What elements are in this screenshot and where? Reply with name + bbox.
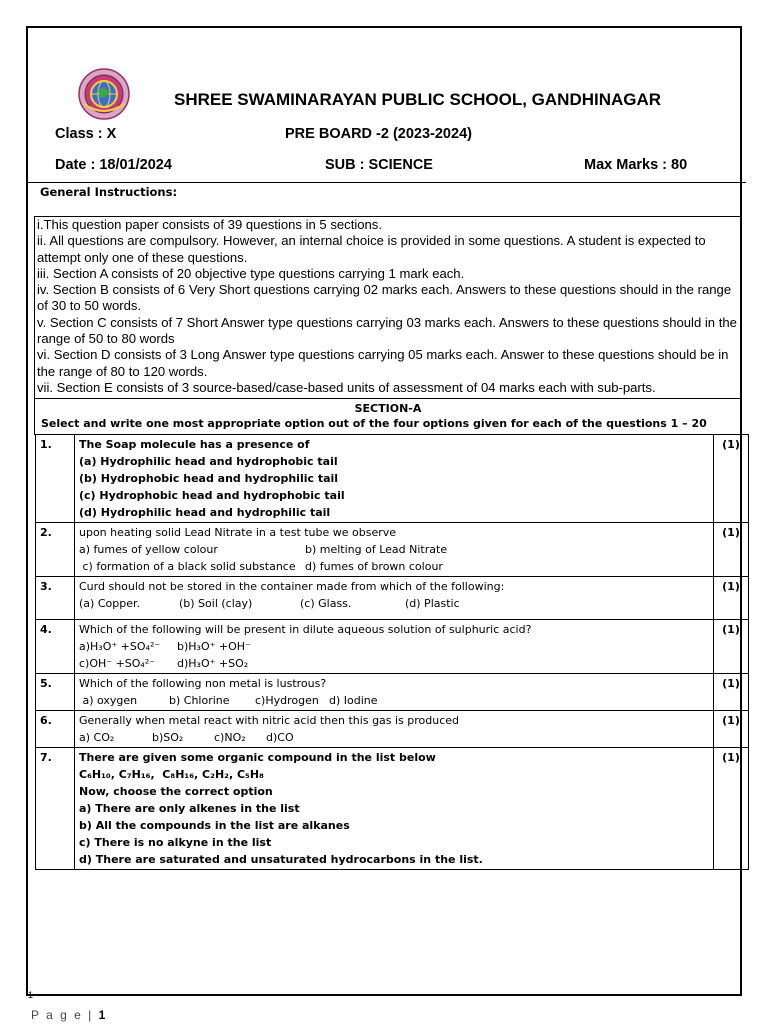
option-d: (d) Hydrophilic head and hydrophilic tail [79, 506, 331, 519]
instruction-item: ii. All questions are compulsory. However, an internal choice is provided in some questions. A student is expected to attempt only one of these questions. [37, 233, 706, 265]
question-row [36, 711, 749, 748]
question-number: 7. [36, 748, 75, 870]
questions-table [35, 434, 749, 870]
exam-title: PRE BOARD -2 (2023-2024) [285, 126, 472, 142]
option-b: b)H₃O⁺ +OH⁻ [177, 640, 251, 653]
question-row [36, 523, 749, 577]
option-b: b) Chlorine [169, 694, 230, 707]
option-a: a) fumes of yellow colour [79, 543, 218, 556]
question-text: The Soap molecule has a presence of [79, 438, 310, 451]
school-emblem-icon [78, 68, 130, 120]
question-marks: (1) [714, 523, 749, 577]
exam-date: Date : 18/01/2024 [55, 157, 172, 173]
option-d: (d) Plastic [405, 597, 460, 610]
option-b: (b) Hydrophobic head and hydrophilic tail [79, 472, 339, 485]
question-row [36, 577, 749, 620]
school-name: SHREE SWAMINARAYAN PUBLIC SCHOOL, GANDHINAGAR [174, 90, 662, 109]
question-number: 5. [36, 674, 75, 711]
page-footer: P a g e | 1 [31, 1008, 106, 1022]
question-body [75, 711, 714, 748]
question-body [75, 577, 714, 620]
instruction-item: vi. Section D consists of 3 Long Answer type questions carrying 05 marks each. Answer to these questions should be in the range of 80 to 120 words. [37, 347, 729, 379]
instruction-item: iv. Section B consists of 6 Very Short questions carrying 02 marks each. Answers to these questions should in the range of 30 to 50 words. [37, 282, 732, 314]
section-instruction: Select and write one most appropriate option out of the four options given for each of the questions 1 – 20 [41, 417, 707, 430]
option-b: (b) Soil (clay) [179, 597, 253, 610]
question-body [75, 620, 714, 674]
instruction-item: iii. Section A consists of 20 objective type questions carrying 1 mark each. [37, 265, 465, 281]
question-body [75, 674, 714, 711]
question-marks: (1) [714, 748, 749, 870]
option-c: (c) Hydrophobic head and hydrophobic tail [79, 489, 345, 502]
option-b: b) melting of Lead Nitrate [305, 543, 448, 556]
general-instructions-label: General Instructions: [40, 185, 178, 199]
option-b: b) All the compounds in the list are alkanes [79, 819, 350, 832]
question-body [75, 523, 714, 577]
section-a-header [34, 398, 742, 435]
option-a: a)H₃O⁺ +SO₄²⁻ [79, 640, 161, 653]
option-d: d)CO [266, 731, 294, 744]
question-text: Which of the following will be present in dilute aqueous solution of sulphuric acid? [79, 623, 532, 636]
question-row [36, 674, 749, 711]
option-d: d) There are saturated and unsaturated hydrocarbons in the list. [79, 853, 483, 866]
question-body [75, 748, 714, 870]
page-number: 1 [98, 1008, 106, 1022]
option-b: b)SO₂ [152, 731, 184, 744]
compound-list: C₆H₁₀, C₇H₁₆, C₈H₁₆, C₂H₂, C₅H₈ [79, 768, 264, 781]
option-c: c) formation of a black solid substance [79, 560, 296, 573]
option-a: (a) Hydrophilic head and hydrophobic tail [79, 455, 338, 468]
header-divider [26, 182, 746, 183]
instructions-box [34, 216, 742, 398]
question-marks: (1) [714, 711, 749, 748]
question-marks: (1) [714, 674, 749, 711]
question-row [36, 435, 749, 523]
question-marks: (1) [714, 435, 749, 523]
question-row [36, 748, 749, 870]
subject-label: SUB : SCIENCE [325, 157, 433, 173]
section-title: SECTION-A [354, 402, 422, 415]
question-number: 4. [36, 620, 75, 674]
question-marks: (1) [714, 620, 749, 674]
option-a: (a) Copper. [79, 597, 140, 610]
option-a: a) CO₂ [79, 731, 115, 744]
footnote-number: 1 [28, 990, 34, 1000]
question-text: There are given some organic compound in the list below [79, 751, 436, 764]
question-text: Which of the following non metal is lustrous? [79, 677, 327, 690]
option-d: d)H₃O⁺ +SO₂ [177, 657, 249, 670]
question-prompt: Now, choose the correct option [79, 785, 273, 798]
question-number: 1. [36, 435, 75, 523]
page-label: P a g e [31, 1008, 83, 1022]
max-marks: Max Marks : 80 [584, 157, 688, 173]
option-c: c)OH⁻ +SO₄²⁻ [79, 657, 156, 670]
option-c: c)NO₂ [214, 731, 246, 744]
question-marks: (1) [714, 577, 749, 620]
question-row [36, 620, 749, 674]
instruction-item: i.This question paper consists of 39 questions in 5 sections. [37, 217, 382, 232]
instruction-item: vii. Section E consists of 3 source-based/case-based units of assessment of 04 marks each with sub-parts. [37, 379, 656, 395]
question-number: 6. [36, 711, 75, 748]
question-body [75, 435, 714, 523]
option-c: (c) Glass. [300, 597, 352, 610]
class-label: Class : X [55, 126, 117, 142]
option-c: c) There is no alkyne in the list [79, 836, 272, 849]
question-number: 2. [36, 523, 75, 577]
option-a: a) There are only alkenes in the list [79, 802, 300, 815]
question-text: upon heating solid Lead Nitrate in a test tube we observe [79, 526, 397, 539]
option-c: c)Hydrogen [255, 694, 319, 707]
instruction-item: v. Section C consists of 7 Short Answer type questions carrying 03 marks each. Answers to these questions should in the range of 50 to 80 words [37, 314, 737, 347]
question-text: Generally when metal react with nitric acid then this gas is produced [79, 714, 460, 727]
option-d: d) fumes of brown colour [305, 560, 443, 573]
option-d: d) Iodine [329, 694, 378, 707]
option-a: a) oxygen [79, 694, 138, 707]
question-text: Curd should not be stored in the container made from which of the following: [79, 580, 505, 593]
question-number: 3. [36, 577, 75, 620]
